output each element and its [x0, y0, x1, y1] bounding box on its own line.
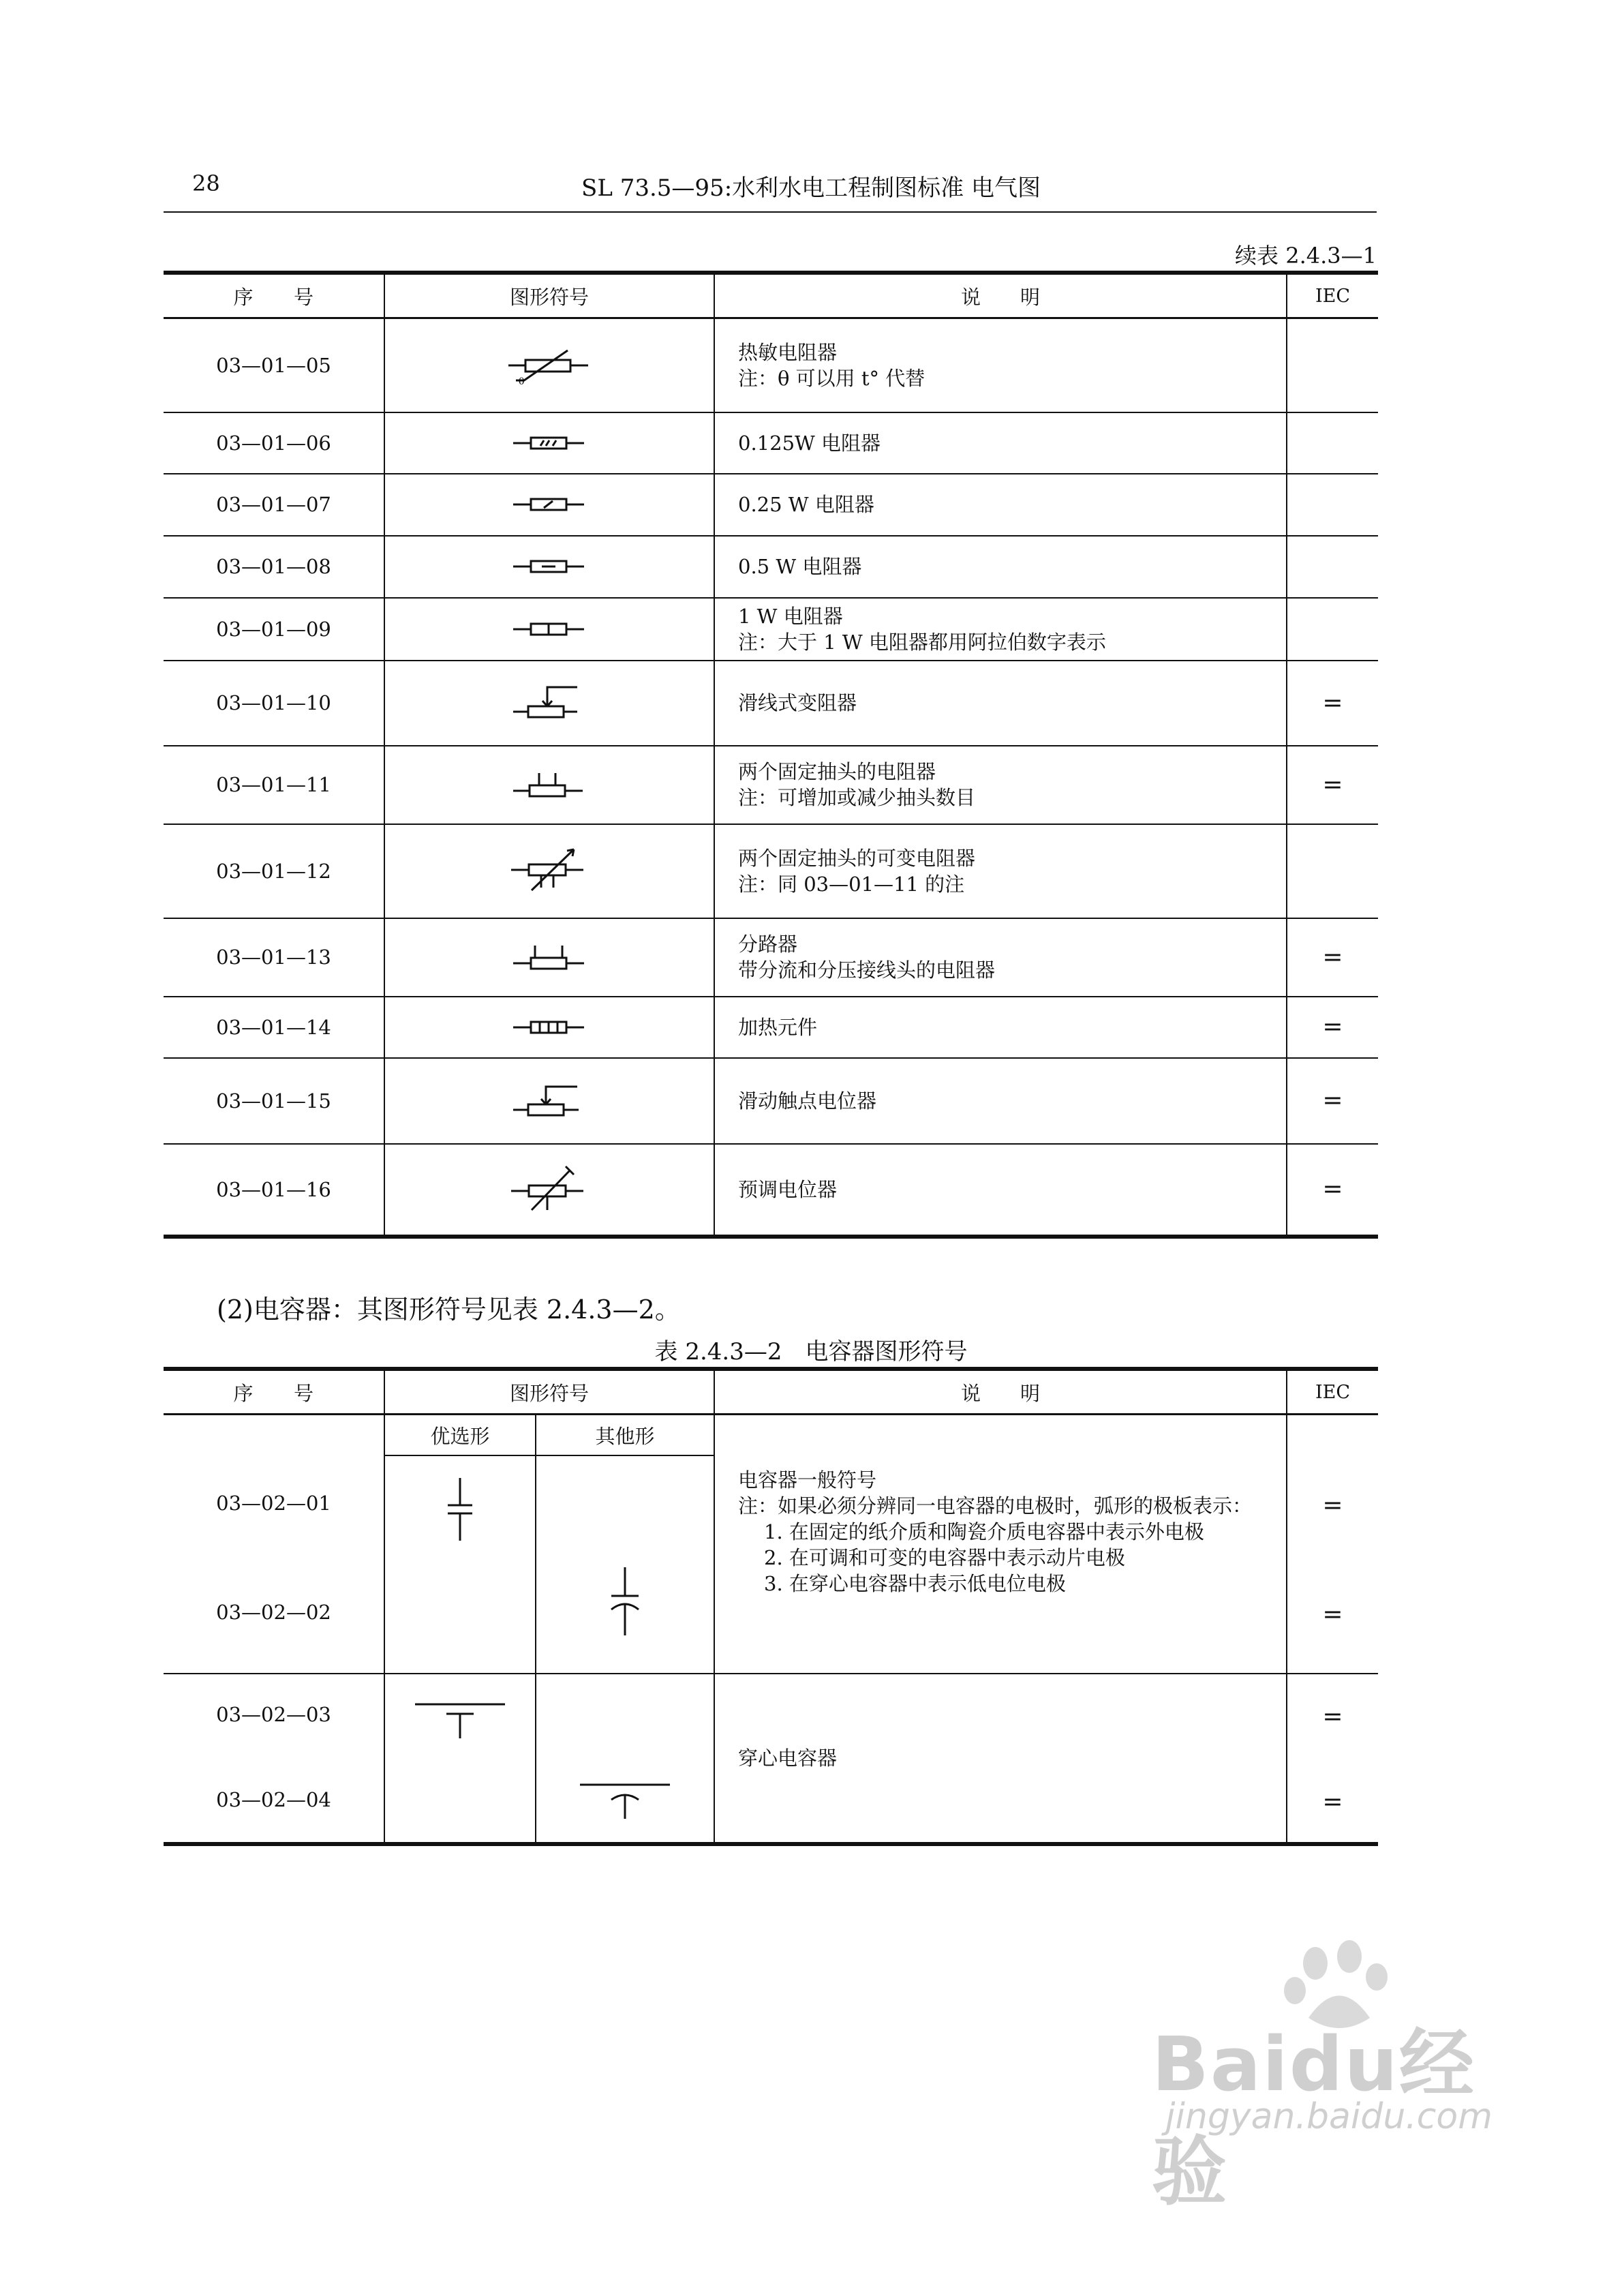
row-seq: 03—01—08 — [164, 536, 384, 598]
row-iec — [1287, 318, 1378, 412]
row-seq: 03—01—15 — [164, 1058, 384, 1144]
subcol-preferred: 优选形 — [384, 1415, 536, 1456]
resistor-05w-icon — [512, 556, 587, 577]
desc-line: 0.25 W 电阻器 — [714, 474, 1287, 536]
col-seq: 序 号 — [164, 1369, 384, 1415]
resistor-0125w-icon — [512, 433, 587, 453]
desc-line: 滑线式变阻器 — [714, 661, 1287, 746]
row-iec: = — [1287, 997, 1378, 1058]
desc-note-item: 2. 在可调和可变的电容器中表示动片电极 — [764, 1546, 1125, 1569]
row-iec: = — [1287, 1144, 1378, 1237]
row-seq: 03—02—01 — [216, 1492, 331, 1515]
table-row — [164, 318, 1378, 412]
section-text: (2)电容器：其图形符号见表 2.4.3—2。 — [217, 1295, 681, 1325]
col-symbol: 图形符号 — [384, 1369, 714, 1415]
table-row — [164, 661, 1378, 746]
table-row — [164, 474, 1378, 536]
row-seq: 03—02—03 — [216, 1703, 331, 1726]
table-row — [164, 997, 1378, 1058]
row-iec: = — [1322, 1492, 1343, 1520]
row-seq: 03—01—16 — [164, 1144, 384, 1237]
row-iec: = — [1322, 1703, 1343, 1731]
col-iec: IEC — [1287, 273, 1378, 318]
row-seq: 03—01—09 — [164, 598, 384, 661]
thermistor-icon — [505, 345, 594, 386]
table-row — [164, 536, 1378, 598]
table-row — [164, 412, 1378, 474]
desc-line: 滑动触点电位器 — [714, 1058, 1287, 1144]
potentiometer-icon — [512, 1078, 587, 1123]
watermark-url: jingyan.baidu.com — [1165, 2096, 1493, 2137]
desc-note: 注：大于 1 W 电阻器都用阿拉伯数字表示 — [738, 630, 1106, 654]
row-iec: = — [1287, 918, 1378, 997]
desc-note: 注：θ 可以用 t° 代替 — [738, 366, 925, 390]
row-seq: 03—01—11 — [164, 746, 384, 824]
table-row — [164, 918, 1378, 997]
resistor-symbol-table — [164, 271, 1378, 1239]
baidu-watermark — [1152, 1936, 1533, 2216]
desc-line: 热敏电阻器 — [738, 340, 838, 364]
row-seq: 03—01—13 — [164, 918, 384, 997]
row-seq: 03—02—02 — [216, 1601, 331, 1624]
page-number: 28 — [192, 170, 220, 196]
resistor-1w-icon — [512, 619, 587, 639]
slide-rheostat-icon — [512, 680, 587, 725]
capacitor-symbol-table — [164, 1367, 1378, 1846]
row-seq: 03—01—14 — [164, 997, 384, 1058]
desc-line: 电容器一般符号 — [738, 1468, 877, 1492]
header-rule — [164, 211, 1377, 213]
continuation-label: 续表 2.4.3—1 — [1235, 243, 1377, 269]
desc-note-item: 1. 在固定的纸介质和陶瓷介质电容器中表示外电极 — [764, 1520, 1204, 1543]
desc-note: 注：可增加或减少抽头数目 — [738, 786, 976, 809]
resistor-025w-icon — [512, 494, 587, 515]
desc-line: 两个固定抽头的可变电阻器 — [738, 846, 976, 870]
preset-potentiometer-icon — [508, 1162, 590, 1217]
page-header-title: SL 73.5—95:水利水电工程制图标准 电气图 — [581, 175, 1041, 202]
desc-line: 预调电位器 — [714, 1144, 1287, 1237]
row-iec — [1287, 824, 1378, 918]
table-row — [164, 1674, 1378, 1844]
capacitor-preferred-icon — [440, 1475, 480, 1543]
col-iec: IEC — [1287, 1369, 1378, 1415]
desc-line: 加热元件 — [714, 997, 1287, 1058]
desc-line: 分路器 — [738, 933, 798, 956]
heating-element-icon — [512, 1017, 587, 1038]
row-seq: 03—01—06 — [164, 412, 384, 474]
row-seq: 03—01—10 — [164, 661, 384, 746]
feedthrough-capacitor-preferred-icon — [412, 1700, 508, 1741]
row-iec — [1287, 536, 1378, 598]
table-row — [164, 1144, 1378, 1237]
row-iec: = — [1287, 661, 1378, 746]
row-iec: = — [1287, 1058, 1378, 1144]
desc-line: 1 W 电阻器 — [738, 604, 843, 628]
col-symbol: 图形符号 — [384, 273, 714, 318]
desc-line: 两个固定抽头的电阻器 — [738, 760, 936, 783]
col-seq: 序 号 — [164, 273, 384, 318]
desc-line: 0.5 W 电阻器 — [714, 536, 1287, 598]
desc-note-item: 3. 在穿心电容器中表示低电位电极 — [764, 1572, 1066, 1595]
row-iec: = — [1322, 1788, 1343, 1816]
row-iec: = — [1322, 1601, 1343, 1629]
svg-text:θ: θ — [519, 376, 525, 386]
row-iec — [1287, 412, 1378, 474]
row-seq: 03—01—07 — [164, 474, 384, 536]
feedthrough-capacitor-other-icon — [577, 1781, 673, 1822]
col-desc: 说 明 — [714, 273, 1287, 318]
subcol-other: 其他形 — [536, 1415, 714, 1456]
table-caption: 表 2.4.3—2 电容器图形符号 — [654, 1338, 968, 1365]
desc-note: 注：同 03—01—11 的注 — [738, 872, 965, 896]
shunt-icon — [512, 940, 587, 974]
row-iec: = — [1287, 746, 1378, 824]
desc-line: 带分流和分压接线头的电阻器 — [738, 958, 996, 982]
table-row — [164, 598, 1378, 661]
row-iec — [1287, 598, 1378, 661]
two-tap-variable-resistor-icon — [508, 844, 590, 898]
desc-line: 0.125W 电阻器 — [714, 412, 1287, 474]
row-seq: 03—01—12 — [164, 824, 384, 918]
two-tap-resistor-icon — [512, 768, 587, 802]
subheader-row — [164, 1415, 1378, 1456]
table-row — [164, 746, 1378, 824]
desc-line: 穿心电容器 — [714, 1674, 1287, 1844]
capacitor-other-icon — [601, 1565, 649, 1640]
desc-note: 注：如果必须分辨同一电容器的电极时，弧形的极板表示： — [738, 1494, 1253, 1517]
row-seq: 03—01—05 — [164, 318, 384, 412]
table-row — [164, 1058, 1378, 1144]
row-iec — [1287, 474, 1378, 536]
col-desc: 说 明 — [714, 1369, 1287, 1415]
table-row — [164, 824, 1378, 918]
watermark-brand: Baidu经验 — [1152, 2021, 1475, 2216]
row-seq: 03—02—04 — [216, 1788, 331, 1811]
